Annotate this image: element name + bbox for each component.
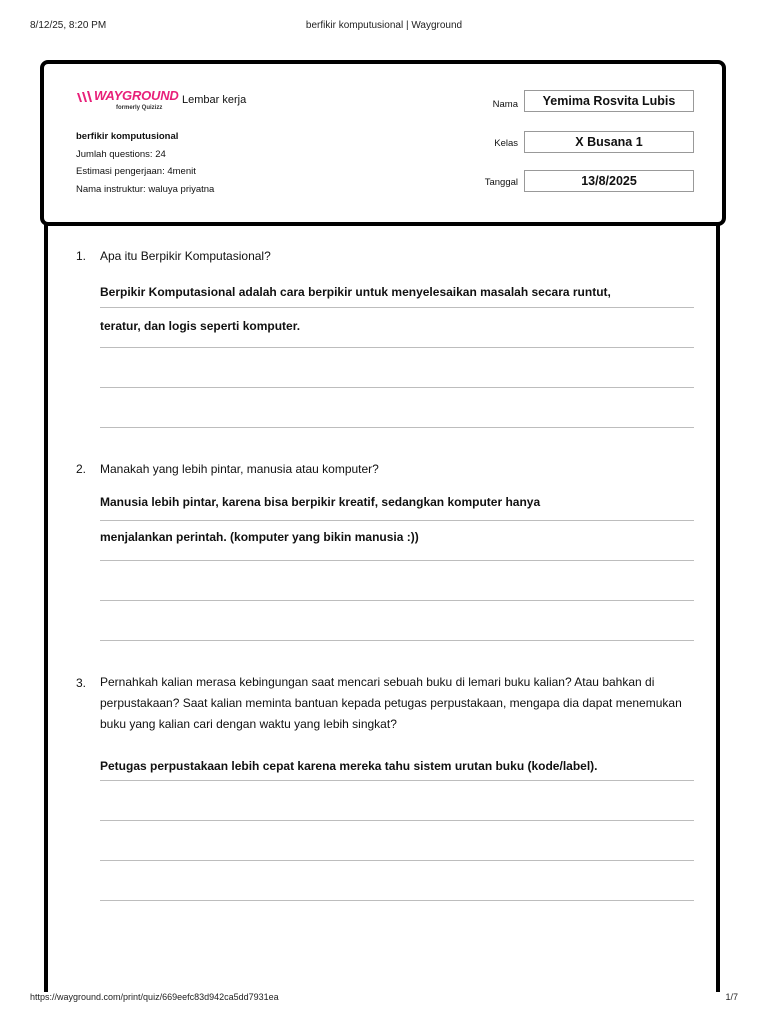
question-number: 1. [76, 249, 87, 263]
answer-line[interactable] [100, 600, 694, 601]
answer-text: Petugas perpustakaan lebih cepat karena mereka tahu sistem urutan buku (kode/label). [100, 759, 598, 773]
answer-line[interactable] [100, 520, 694, 521]
print-datetime: 8/12/25, 8:20 PM [30, 20, 107, 31]
instructor-name: Nama instruktur: waluya priyatna [76, 183, 215, 195]
answer-line[interactable] [100, 307, 694, 308]
answer-line[interactable] [100, 387, 694, 388]
name-label: Nama [492, 99, 518, 110]
print-title: berfikir komputusional | Wayground [305, 20, 463, 31]
print-url[interactable]: https://wayground.com/print/quiz/669eefc83d942ca5dd7931ea [30, 992, 279, 1002]
question-number: 2. [76, 462, 87, 476]
answer-text: Manusia lebih pintar, karena bisa berpikir kreatif, sedangkan komputer hanya [100, 495, 541, 509]
date-field[interactable]: 13/8/2025 [524, 170, 694, 192]
answer-line[interactable] [100, 780, 694, 781]
answer-text: teratur, dan logis seperti komputer. [100, 319, 301, 333]
print-header [0, 0, 768, 50]
answer-text: Berpikir Komputasional adalah cara berpikir untuk menyelesaikan masalah secara runtut, [100, 285, 611, 299]
question-text: Manakah yang lebih pintar, manusia atau komputer? [100, 462, 379, 476]
class-field[interactable]: X Busana 1 [524, 131, 694, 153]
wayground-logo-icon [76, 91, 94, 103]
answer-line[interactable] [100, 900, 694, 901]
estimate-time: Estimasi pengerjaan: 4menit [76, 166, 196, 177]
worksheet-frame [44, 222, 720, 992]
answer-line[interactable] [100, 640, 694, 641]
logo-sub-text: formerly Quizizz [116, 105, 163, 111]
quiz-name: berfikir komputusional [76, 131, 179, 142]
name-field[interactable]: Yemima Rosvita Lubis [524, 90, 694, 112]
answer-line[interactable] [100, 427, 694, 428]
questions-count: Jumlah questions: 24 [76, 148, 166, 160]
question-text: Pernahkah kalian merasa kebingungan saat mencari sebuah buku di lemari buku kalian? Atau bahkan di perpustakaan? Saat kalian meminta bantuan kepada petugas perpustakaan, mengapa dia dapat menemukan buku yang kalian cari dengan waktu yang lebih singkat? [100, 675, 682, 731]
page-number: 1/7 [725, 992, 738, 1002]
logo-brand-text: WAYGROUND [94, 88, 179, 103]
question-text: Apa itu Berpikir Komputasional? [100, 249, 271, 263]
answer-line[interactable] [100, 560, 694, 561]
answer-line[interactable] [100, 860, 694, 861]
wayground-logo [76, 88, 179, 114]
date-label: Tanggal [484, 177, 518, 188]
worksheet-header [40, 60, 726, 226]
answer-line[interactable] [100, 347, 694, 348]
class-label: Kelas [494, 138, 518, 149]
worksheet-label: Lembar kerja [182, 94, 247, 106]
answer-text: menjalankan perintah. (komputer yang bikin manusia :)) [100, 530, 419, 544]
question-number: 3. [76, 676, 87, 690]
answer-line[interactable] [100, 820, 694, 821]
quiz-info [76, 128, 214, 198]
